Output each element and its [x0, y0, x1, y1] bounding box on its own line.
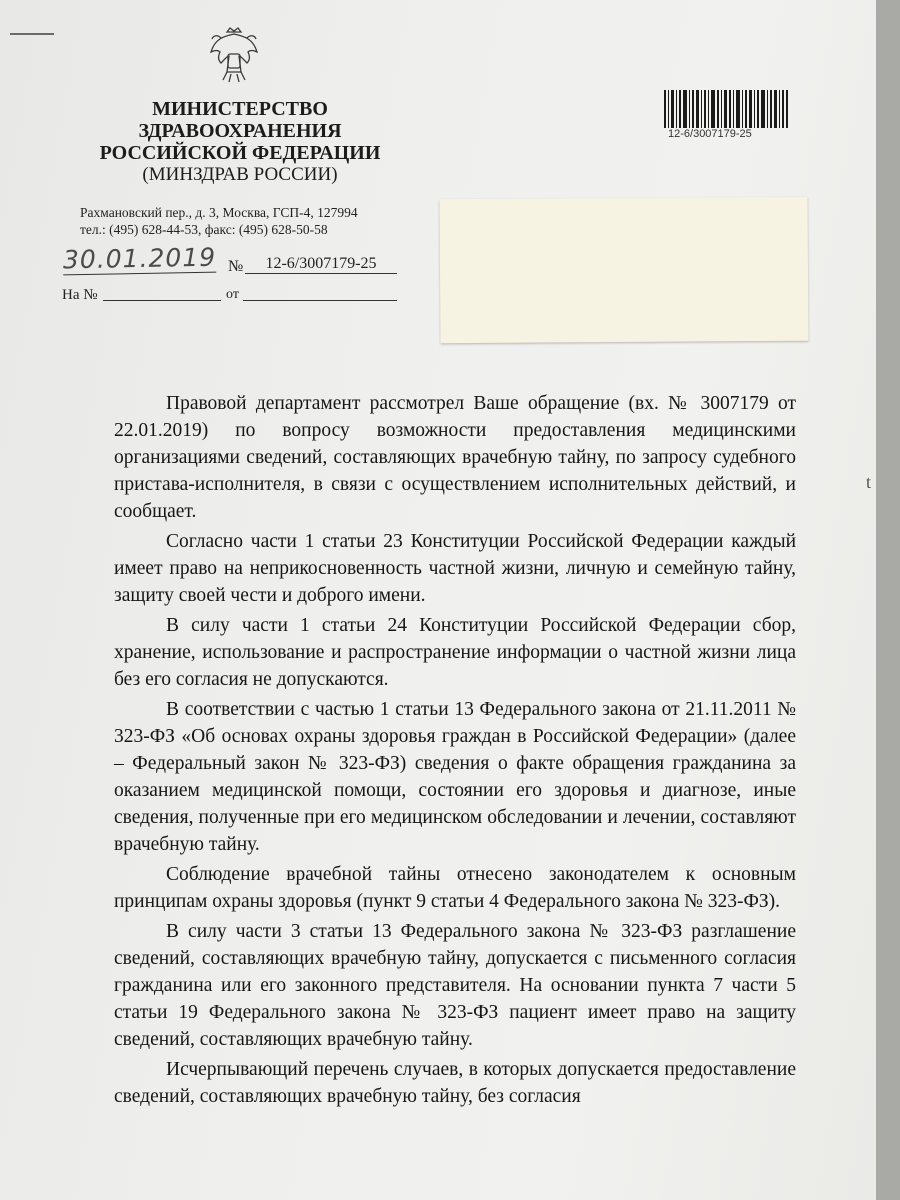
- org-line: ЗДРАВООХРАНЕНИЯ: [138, 120, 342, 142]
- coat-of-arms-icon: [205, 26, 263, 88]
- body-paragraph: В соответствии с частью 1 статьи 13 Федерального закона от 21.11.2011 № 323-ФЗ «Об основах охраны здоровья граждан в Российской Федерации» (далее – Федеральный закон № 323-ФЗ) сведения о факте обращения гражданина за оказанием медицинской помощи, состоянии его здоровья и диагнозе, иные сведения, полученные при его медицинском обследовании и лечении, составляют врачебную тайну.: [114, 699, 796, 855]
- phone-line: тел.: (495) 628-44-53, факс: (495) 628-50-58: [80, 222, 328, 237]
- org-line: РОССИЙСКОЙ ФЕДЕРАЦИИ: [99, 142, 381, 164]
- barcode-caption: 12-6/3007179-25: [668, 128, 752, 140]
- address-line: Рахмановский пер., д. 3, Москва, ГСП-4, 127994: [80, 205, 358, 220]
- redaction-sticker: [440, 197, 809, 344]
- body-paragraph: В силу части 1 статьи 24 Конституции Российской Федерации сбор, хранение, использование и распространение информации о частной жизни лица без его согласия не допускаются.: [114, 615, 796, 690]
- address-block: [80, 204, 358, 238]
- edge-mark: [10, 33, 54, 35]
- org-line: МИНИСТЕРСТВО: [152, 98, 328, 120]
- reply-to-label: На №: [62, 287, 98, 303]
- side-mark: t: [866, 472, 872, 492]
- body-paragraph: В силу части 3 статьи 13 Федерального закона № 323-ФЗ разглашение сведений, составляющих врачебную тайну, допускается с письменного согласия гражданина или его законного представителя. На основании пункта 7 части 5 статьи 19 Федерального закона № 323-ФЗ пациент имеет право на защиту сведений, составляющих врачебную тайну.: [114, 921, 796, 1050]
- number-sign: №: [228, 258, 244, 275]
- reply-date-line: [243, 300, 397, 301]
- reply-from-label: от: [226, 287, 239, 302]
- barcode-icon: [664, 90, 788, 128]
- reply-number-line: [103, 300, 221, 301]
- ministry-name: [70, 98, 410, 164]
- letter-body: [114, 390, 796, 1113]
- outgoing-number: 12-6/3007179-25: [245, 255, 397, 274]
- body-paragraph: Правовой департамент рассмотрел Ваше обращение (вх. № 3007179 от 22.01.2019) по вопросу возможности предоставления медицинскими организациями сведений, составляющих врачебную тайну, по запросу судебного пристава-исполнителя, в связи с осуществлением исполнительных действий, и сообщает.: [114, 393, 796, 522]
- body-paragraph: Согласно части 1 статьи 23 Конституции Российской Федерации каждый имеет право на неприкосновенность частной жизни, личную и семейную тайну, защиту своей чести и доброго имени.: [114, 531, 796, 606]
- handwritten-date: 30.01.2019: [62, 242, 217, 275]
- ministry-short-name: (МИНЗДРАВ РОССИИ): [142, 164, 338, 185]
- body-paragraph: Исчерпывающий перечень случаев, в которых допускается предоставление сведений, составляющих врачебную тайну, без согласия: [114, 1059, 796, 1107]
- body-paragraph: Соблюдение врачебной тайны отнесено законодателем к основным принципам охраны здоровья (пункт 9 статьи 4 Федерального закона № 323-ФЗ).: [114, 864, 796, 912]
